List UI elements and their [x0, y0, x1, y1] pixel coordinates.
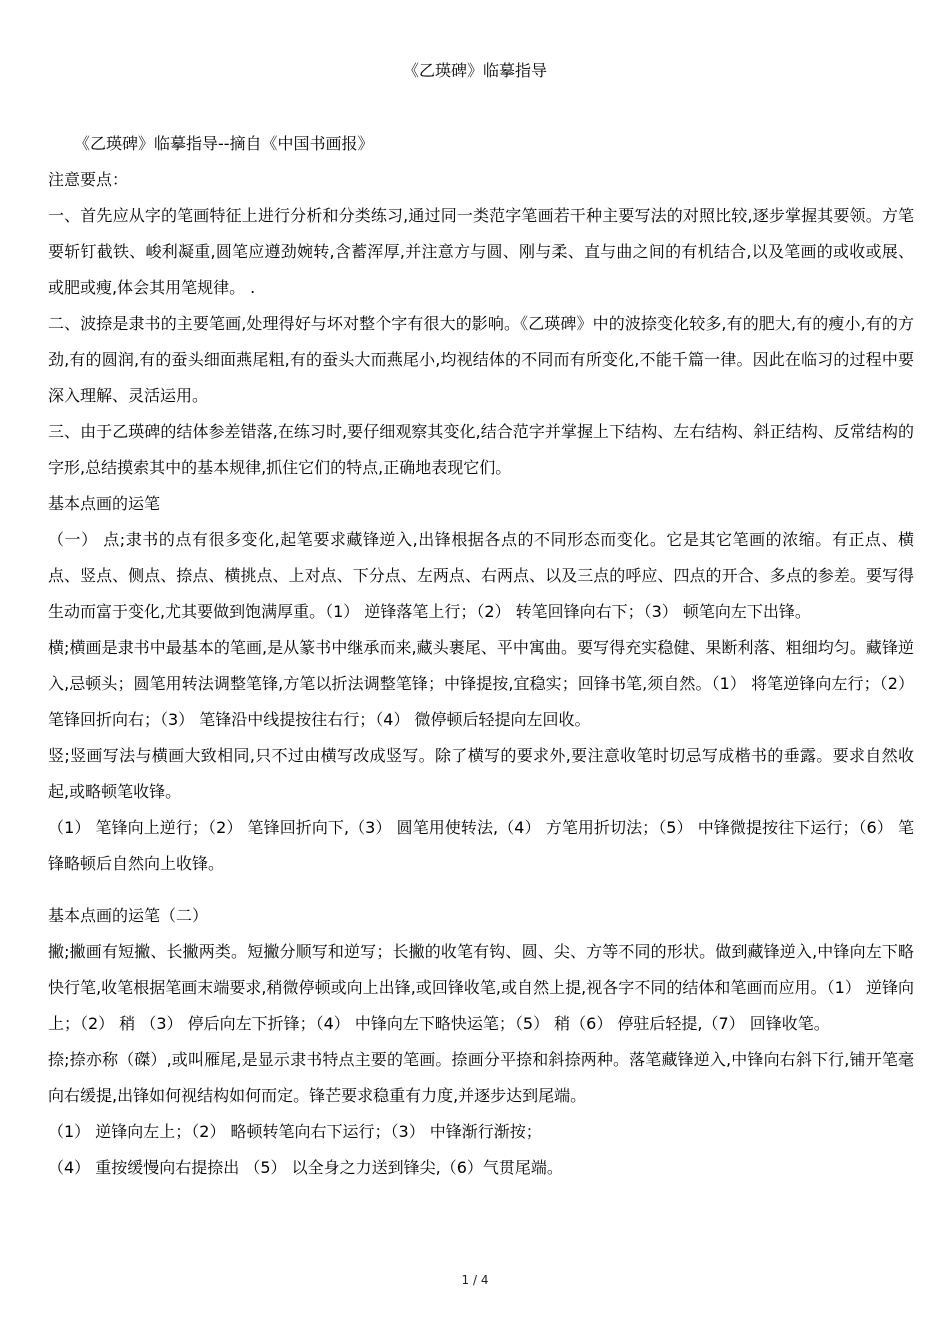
paragraph-right-falling-stroke: 捺;捺亦称（磔）,或叫雁尾,是显示隶书特点主要的笔画。捺画分平捺和斜捺两种。落笔藏锋逆入,中锋向右斜下行,铺开笔毫向右缓提,出锋如何视结构如何而定。锋芒要求稳重有力度,并逐步达到尾端。 [48, 1050, 914, 1105]
section-heading-basic-strokes-two: 基本点画的运笔（二） [48, 906, 209, 925]
paragraph-spacer [48, 882, 914, 898]
paragraph-dot-stroke: （一） 点;隶书的点有很多变化,起笔要求藏锋逆入,出锋根据各点的不同形态而变化。它是其它笔画的浓缩。有正点、横点、竖点、侧点、捺点、横挑点、上对点、下分点、左两点、右两点、以及三点的呼应、四点的开合、多点的参差。要写得生动而富于变化,尤其要做到饱满厚重。（1） 逆锋落笔上行；（2） 转笔回锋向右下；（3） 顿笔向左下出锋。 [48, 530, 914, 621]
document-title: 《乙瑛碑》临摹指导 [402, 61, 547, 80]
paragraph-vertical-steps: （1） 笔锋向上逆行；（2） 笔锋回折向下,（3） 圆笔用使转法,（4） 方笔用折切法；（5） 中锋微提按往下运行；（6） 笔锋略顿后自然向上收锋。 [48, 818, 914, 873]
paragraph-vertical-stroke: 竖;竖画写法与横画大致相同,只不过由横写改成竖写。除了横写的要求外,要注意收笔时切忌写成楷书的垂露。要求自然收起,或略顿笔收锋。 [48, 746, 914, 801]
section-heading-key-points: 注意要点： [48, 170, 129, 189]
section-heading-basic-strokes: 基本点画的运笔 [48, 494, 161, 513]
paragraph-point-three: 三、由于乙瑛碑的结体参差错落,在练习时,要仔细观察其变化,结合范字并掌握上下结构、左右结构、斜正结构、反常结构的字形,总结摸索其中的基本规律,抓住它们的特点,正确地表现它们。 [48, 422, 914, 477]
paragraph-horizontal-stroke: 横;横画是隶书中最基本的笔画,是从篆书中继承而来,藏头裹尾、平中寓曲。要写得充实稳健、果断利落、粗细均匀。藏锋逆入,忌顿头；圆笔用转法调整笔锋,方笔以折法调整笔锋；中锋提按,宜稳实；回锋书笔,须自然。（1） 将笔逆锋向左行；（2） 笔锋回折向右；（3） 笔锋沿中线提按往右行；（4） 微停顿后轻提向左回收。 [48, 638, 914, 729]
paragraph-right-falling-steps-b: （4） 重按缓慢向右提捺出 （5） 以全身之力送到锋尖,（6）气贯尾端。 [48, 1158, 563, 1177]
paragraph-right-falling-steps-a: （1） 逆锋向左上；（2） 略顿转笔向右下运行；（3） 中锋渐行渐按； [48, 1122, 542, 1141]
paragraph-left-falling-stroke: 撇;撇画有短撇、长撇两类。短撇分顺写和逆写；长撇的收笔有钩、圆、尖、方等不同的形状。做到藏锋逆入,中锋向左下略快行笔,收笔根据笔画末端要求,稍微停顿或向上出锋,或回锋收笔,或自然上提,视各字不同的结体和笔画而应用。（1） 逆锋向上；（2） 稍 （3） 停后向左下折锋；（4） 中锋向左下略快运笔；（5） 稍（6） 停驻后轻提,（7） 回锋收笔。 [48, 942, 914, 1033]
paragraph-point-one: 一、首先应从字的笔画特征上进行分析和分类练习,通过同一类范字笔画若干种主要写法的对照比较,逐步掌握其要领。方笔要斩钉截铁、峻利凝重,圆笔应遵劲婉转,含蓄浑厚,并注意方与圆、刚与柔、直与曲之间的有机结合,以及笔画的或收或展、 或肥或瘦,体会其用笔规律。 . [48, 206, 914, 297]
page-number: 1 / 4 [461, 1273, 489, 1287]
source-line: 《乙瑛碑》临摹指导--摘自《中国书画报》 [74, 134, 374, 153]
paragraph-point-two: 二、波捺是隶书的主要笔画,处理得好与坏对整个字有很大的影响。《乙瑛碑》中的波捺变化较多,有的肥大,有的瘦小,有的方劲,有的圆润,有的蚕头细面燕尾粗,有的蚕头大而燕尾小,均视结体的不同而有所变化,不能千篇一律。因此在临习的过程中要深入理解、灵活运用。 [48, 314, 914, 405]
document-body [48, 126, 914, 1186]
